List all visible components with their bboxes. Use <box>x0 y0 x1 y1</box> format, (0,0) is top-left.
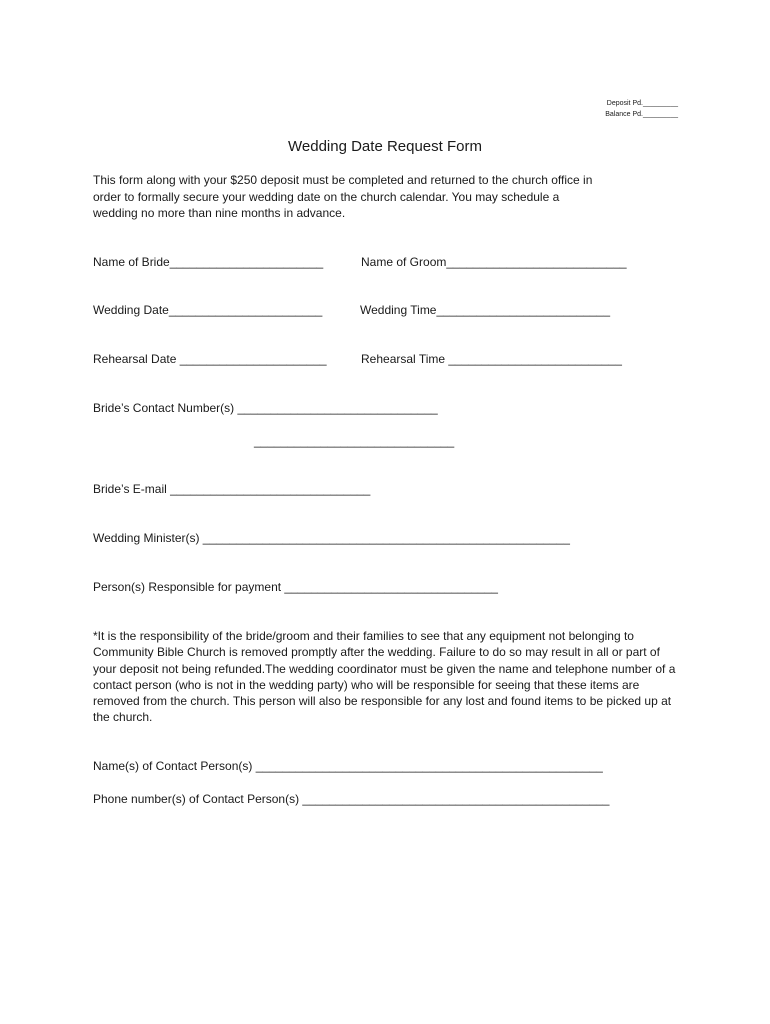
bride-name-field[interactable]: Name of Bride_______________________ <box>93 255 324 269</box>
groom-name-field[interactable]: Name of Groom___________________________ <box>361 255 627 269</box>
contact-person-name-field[interactable]: Name(s) of Contact Person(s) ____________________________________________________ <box>93 759 603 773</box>
contact-person-phone-field[interactable]: Phone number(s) of Contact Person(s) ______________________________________________ <box>93 792 610 806</box>
responsibility-note: *It is the responsibility of the bride/groom and their families to see that any equipment not belonging to Community Bible Church is removed promptly after the wedding. Failure to do so may result in all or part of your deposit not being refunded.The wedding coordinator must be given the name and telephone number of a contact person (who is not in the wedding party) who will be responsible for seeing that these items are removed from the church. This person will also be responsible for any lost and found items to be picked up at the church. <box>93 629 676 725</box>
intro-paragraph: This form along with your $250 deposit must be completed and returned to the church office in order to formally secure your wedding date on the church calendar. You may schedule a wedding no more than nine months in advance. <box>93 173 593 221</box>
form-title: Wedding Date Request Form <box>288 138 482 155</box>
bride-contact-number-line-2[interactable]: ______________________________ <box>254 434 455 448</box>
bride-email-field[interactable]: Bride’s E-mail ______________________________ <box>93 482 371 496</box>
payment-responsible-field[interactable]: Person(s) Responsible for payment ________________________________ <box>93 580 498 594</box>
balance-paid-field[interactable]: Balance Pd._________ <box>605 111 678 118</box>
bride-contact-number-field[interactable]: Bride’s Contact Number(s) ______________________________ <box>93 401 438 415</box>
deposit-paid-field[interactable]: Deposit Pd._________ <box>606 100 678 107</box>
wedding-minister-field[interactable]: Wedding Minister(s) _______________________________________________________ <box>93 531 570 545</box>
wedding-time-field[interactable]: Wedding Time__________________________ <box>360 303 611 317</box>
wedding-date-field[interactable]: Wedding Date_______________________ <box>93 303 323 317</box>
rehearsal-date-field[interactable]: Rehearsal Date ______________________ <box>93 352 327 366</box>
rehearsal-time-field[interactable]: Rehearsal Time __________________________ <box>361 352 622 366</box>
